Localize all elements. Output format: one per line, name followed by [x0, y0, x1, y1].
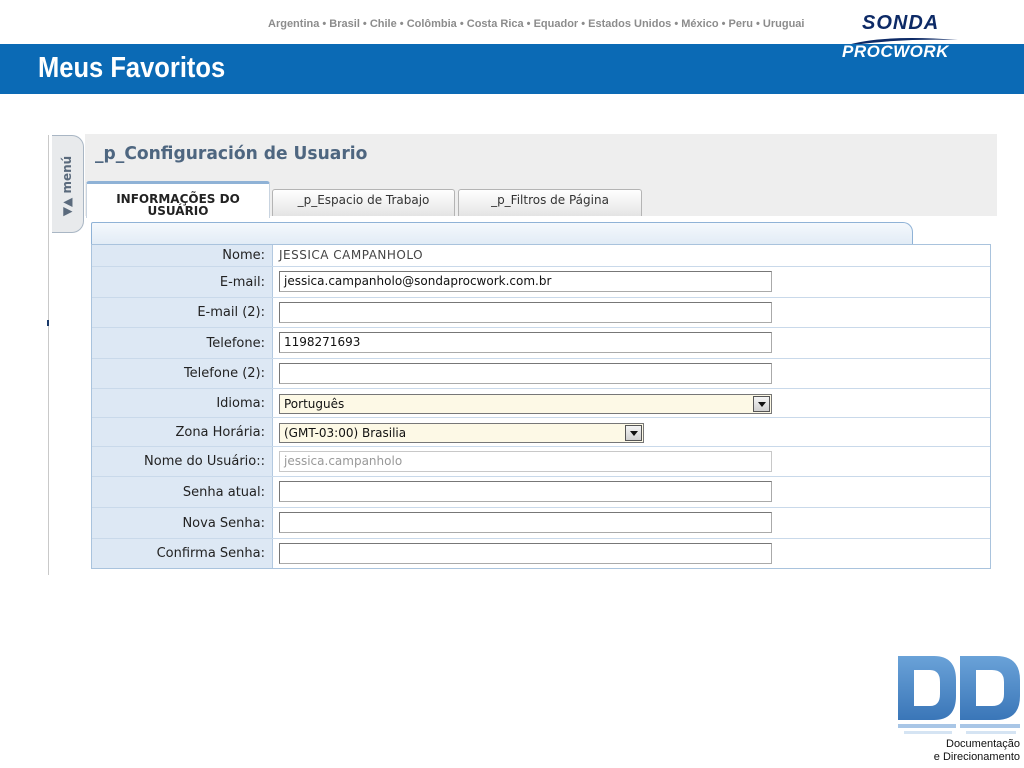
field-value-cell [273, 328, 990, 358]
form-row-confirm-password [92, 538, 990, 568]
phone-input[interactable]: 1198271693 [279, 332, 772, 353]
user-info-form [91, 244, 991, 569]
dd-logo-icon [896, 654, 1022, 736]
field-label: Telefone: [92, 328, 273, 358]
form-row-language [92, 388, 990, 417]
form-row-timezone [92, 417, 990, 446]
form-row-name [92, 245, 990, 266]
dd-caption-line1: Documentação [946, 738, 1020, 750]
countries-list: Argentina • Brasil • Chile • Colômbia • Costa Rica • Equador • Estados Unidos • México • Peru • Uruguai [268, 18, 805, 30]
language-select-value: Português [284, 397, 345, 411]
panel-left-border [48, 135, 49, 575]
phone2-input[interactable] [279, 363, 772, 384]
form-row-phone2 [92, 358, 990, 388]
dd-caption-line2: e Direcionamento [933, 751, 1020, 763]
field-value-cell [273, 359, 990, 388]
field-label: Senha atual: [92, 477, 273, 507]
field-value-cell [273, 267, 990, 297]
tab-page-filters-label: _p_Filtros de Página [491, 193, 609, 207]
field-label: Telefone (2): [92, 359, 273, 388]
field-label: Zona Horária: [92, 418, 273, 446]
form-row-email2 [92, 297, 990, 327]
side-menu-toggle[interactable] [52, 135, 84, 233]
tab-user-info[interactable] [86, 181, 270, 218]
field-value-cell [273, 508, 990, 538]
side-menu-label: ▼▲ menú [60, 155, 74, 217]
email-input[interactable]: jessica.campanholo@sondaprocwork.com.br [279, 271, 772, 292]
edge-marker [47, 320, 49, 326]
section-strip [91, 222, 913, 244]
panel-title: _p_Configuración de Usuario [95, 143, 368, 164]
form-row-current-password [92, 476, 990, 507]
chevron-down-icon[interactable] [753, 396, 770, 412]
logo-bottom-text: PROCWORK [842, 42, 949, 61]
field-label: E-mail: [92, 267, 273, 297]
confirm-password-input[interactable] [279, 543, 772, 564]
chevron-down-icon[interactable] [625, 425, 642, 441]
tab-page-filters[interactable] [458, 189, 642, 216]
form-row-new-password [92, 507, 990, 538]
email2-input[interactable] [279, 302, 772, 323]
field-label: Nova Senha: [92, 508, 273, 538]
page-title: Meus Favoritos [38, 52, 226, 84]
form-row-email [92, 266, 990, 297]
field-value-cell [273, 539, 990, 568]
field-value-cell [273, 447, 990, 476]
language-select[interactable] [279, 394, 772, 414]
timezone-select-value: (GMT-03:00) Brasilia [284, 426, 407, 440]
name-value: JESSICA CAMPANHOLO [279, 248, 424, 262]
timezone-select[interactable] [279, 423, 644, 443]
field-label: Nome do Usuário:: [92, 447, 273, 476]
field-value-cell [273, 477, 990, 507]
tab-workspace[interactable] [272, 189, 455, 216]
field-label: Idioma: [92, 389, 273, 417]
field-label: Nome: [92, 245, 273, 266]
field-label: Confirma Senha: [92, 539, 273, 568]
new-password-input[interactable] [279, 512, 772, 533]
field-value-cell [273, 389, 990, 417]
username-input: jessica.campanholo [279, 451, 772, 472]
field-value-cell [273, 418, 990, 446]
tab-workspace-label: _p_Espacio de Trabajo [297, 193, 430, 207]
form-row-username [92, 446, 990, 476]
field-value-cell [273, 298, 990, 327]
current-password-input[interactable] [279, 481, 772, 502]
tab-user-info-label: INFORMAÇÕES DO USUÁRIO [116, 192, 240, 218]
field-label: E-mail (2): [92, 298, 273, 327]
field-value-cell [273, 245, 990, 266]
form-row-phone [92, 327, 990, 358]
logo-top-text: SONDA [862, 12, 940, 34]
dd-logo-caption [880, 738, 1020, 764]
